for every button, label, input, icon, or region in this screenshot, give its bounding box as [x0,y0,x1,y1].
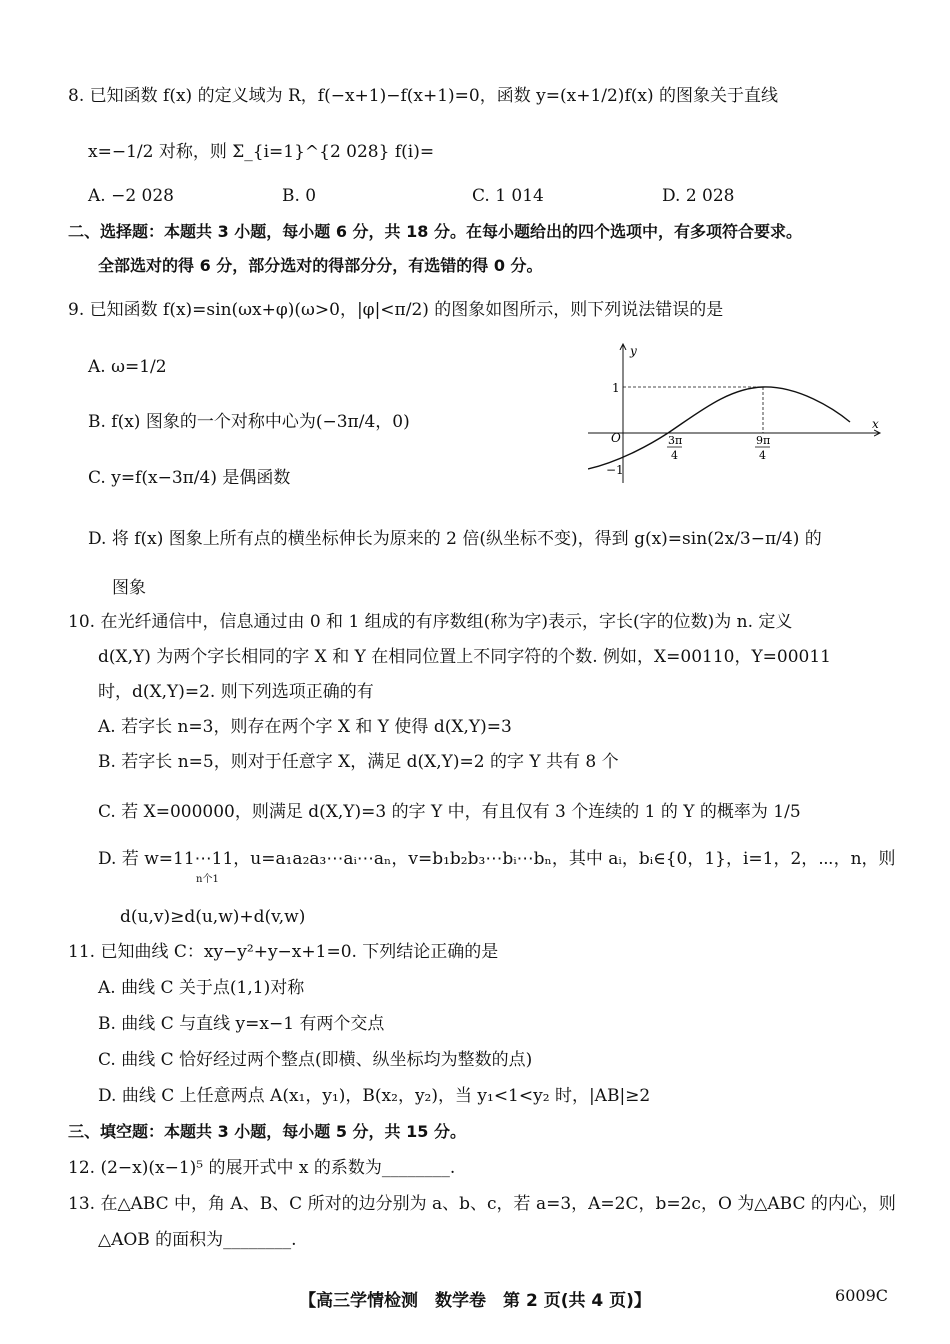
q10-option-c: C. 若 X=000000，则满足 d(X,Y)=3 的字 Y 中，有且仅有 3 个连续的 1 的 Y 的概率为 1/5 [98,802,801,822]
q8-option-b: B. 0 [282,186,317,206]
x-tick-3pi-num: 3π [668,434,683,447]
section2-note: 全部选对的得 6 分，部分选对的得部分分，有选错的得 0 分。 [98,256,543,275]
q10-brace-label: n个1 [196,874,219,885]
x-tick-9pi-den: 4 [759,449,766,462]
q11-stem: 11. 已知曲线 C：xy−y²+y−x+1=0. 下列结论正确的是 [68,942,499,962]
q9-option-b: B. f(x) 图象的一个对称中心为(−3π/4，0) [88,412,410,432]
q10-line2: d(X,Y) 为两个字长相同的字 X 和 Y 在相同位置上不同字符的个数. 例如，X=00110，Y=00011 [98,647,831,667]
q10-option-d-cont: d(u,v)≥d(u,w)+d(v,w) [120,907,306,927]
q12: 12. (2−x)(x−1)⁵ 的展开式中 x 的系数为________. [68,1158,456,1178]
paper-code: 6009C [835,1286,888,1305]
q11-option-c: C. 曲线 C 恰好经过两个整点(即横、纵坐标均为整数的点) [98,1050,533,1070]
sine-curve [588,387,850,469]
q9-stem: 9. 已知函数 f(x)=sin(ωx+φ)(ω>0，|φ|<π/2) 的图象如图所示，则下列说法错误的是 [68,300,724,320]
q13-line2: △AOB 的面积为________. [98,1230,297,1250]
y-tick-neg-one: −1 [606,463,624,477]
origin-label: O [611,431,621,445]
q11-option-b: B. 曲线 C 与直线 y=x−1 有两个交点 [98,1014,385,1034]
x-tick-3pi-den: 4 [671,449,678,462]
q11-option-a: A. 曲线 C 关于点(1,1)对称 [98,978,305,998]
q9-option-a: A. ω=1/2 [88,357,167,377]
q11-option-d: D. 曲线 C 上任意两点 A(x₁，y₁)，B(x₂，y₂)，当 y₁<1<y₂ 时，|AB|≥2 [98,1086,651,1106]
y-tick-one: 1 [612,381,620,395]
sine-graph [588,338,888,488]
q10-line3: 时，d(X,Y)=2. 则下列选项正确的有 [98,682,374,702]
x-tick-9pi-num: 9π [756,434,771,447]
q10-option-d: D. 若 w=11⋯11，u=a₁a₂a₃⋯aᵢ⋯aₙ，v=b₁b₂b₃⋯bᵢ⋯bₙ，其中 aᵢ，bᵢ∈{0，1}，i=1，2，⋯，n，则 [98,849,896,869]
q10-option-b: B. 若字长 n=5，则对于任意字 X，满足 d(X,Y)=2 的字 Y 共有 8 个 [98,752,619,772]
q8-option-a: A. −2 028 [88,186,174,206]
q8-line1: 8. 已知函数 f(x) 的定义域为 R，f(−x+1)−f(x+1)=0，函数 y=(x+1/2)f(x) 的图象关于直线 [68,86,778,106]
x-axis-label: x [872,417,879,431]
q13-line1: 13. 在△ABC 中，角 A、B、C 所对的边分别为 a、b、c，若 a=3，A=2C，b=2c，O 为△ABC 的内心，则 [68,1194,896,1214]
q9-option-c: C. y=f(x−3π/4) 是偶函数 [88,468,291,488]
footer-title: 【高三学情检测 数学卷 第 2 页(共 4 页)】 [299,1291,651,1311]
q10-line1: 10. 在光纤通信中，信息通过由 0 和 1 组成的有序数组(称为字)表示，字长(字的位数)为 n. 定义 [68,612,793,632]
q8-option-d: D. 2 028 [662,186,735,206]
section3-heading: 三、填空题：本题共 3 小题，每小题 5 分，共 15 分。 [68,1122,466,1141]
q9-option-d: D. 将 f(x) 图象上所有点的横坐标伸长为原来的 2 倍(纵坐标不变)，得到 g(x)=sin(2x/3−π/4) 的 [88,529,822,549]
q9-option-d-cont: 图象 [112,578,146,598]
q8-option-c: C. 1 014 [472,186,544,206]
q8-line2: x=−1/2 对称，则 Σ_{i=1}^{2 028} f(i)= [88,142,435,162]
q10-option-a: A. 若字长 n=3，则存在两个字 X 和 Y 使得 d(X,Y)=3 [98,717,512,737]
section2-heading: 二、选择题：本题共 3 小题，每小题 6 分，共 18 分。在每小题给出的四个选项中，有多项符合要求。 [68,222,802,241]
y-axis-label: y [630,344,637,358]
page-footer [0,1286,950,1311]
